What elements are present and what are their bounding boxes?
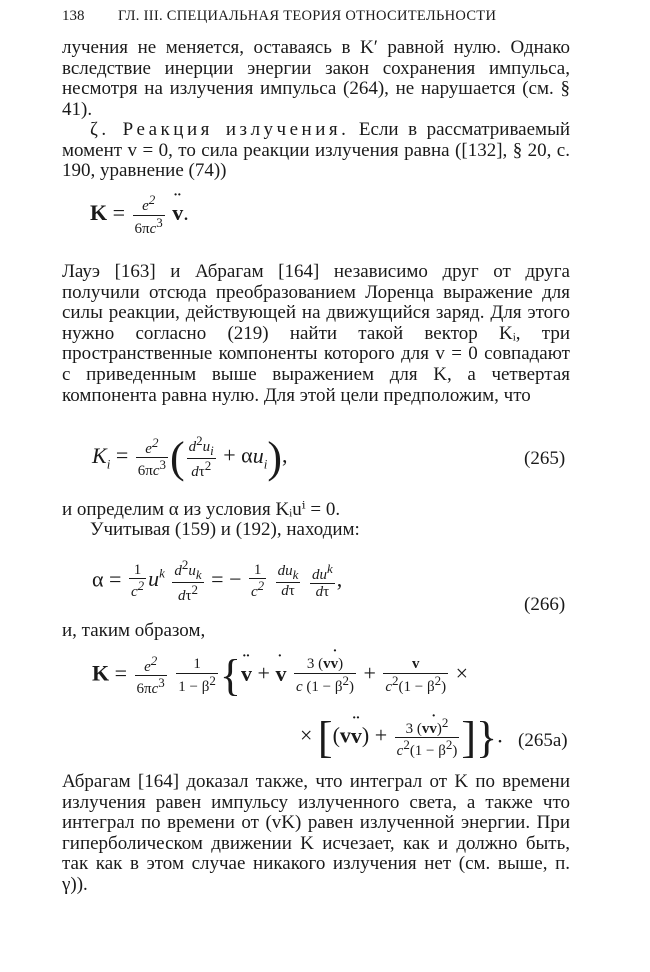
- paragraph-3: Лауэ [163] и Абрагам [164] независимо друг от друга получили отсюда преобразованием Лоренца выражение для силы реакции, действующей на движущийся заряд. Для этого нужно согласно (219) найти такой вектор Kᵢ, три пространственные компоненты которого для v = 0 совпадают с приведенным выше выражением для K, а четвертая компонента равна нулю. Для этой цели предположим, что: [62, 261, 570, 406]
- running-title: ГЛ. III. СПЕЦИАЛЬНАЯ ТЕОРИЯ ОТНОСИТЕЛЬНОСТИ: [118, 8, 497, 24]
- equation-reaction-force: K = $\frac{e^2}{6\pi c^3}$ ·· v.: [90, 193, 189, 237]
- paragraph-2-body: Если в рассматриваемый момент v = 0, то сила реакции излучения равна ([132], § 20, с. 190, уравнение (74)): [62, 119, 571, 182]
- equation-number-265a: (265a): [518, 730, 568, 751]
- equation-number-265: (265): [524, 448, 566, 469]
- equation-number-266: (266): [524, 594, 566, 615]
- equation-265a-line2: × [(v·· v) + $\frac{3 (v\cdot v)^2}{c^2(1 - \beta^2)}$ ]}.: [300, 712, 503, 763]
- equation-266: α = $\frac{1}{c^2}$ $u^k$ $\frac{d^2u_k}{d\tau^2}$ = − $\frac{1}{c^2}$ $\frac{du_k}{d\tau}$ $\frac{du^k}{d\tau}$ ,: [92, 557, 343, 605]
- paragraph-1: лучения не меняется, оставаясь в K′ равной нулю. Однако вследствие инерции энергии закон сохранения импульса, несмотря на излучения импульса (264), не нарушается (см. § 41).: [62, 37, 570, 120]
- paragraph-2: [62, 120, 570, 182]
- paragraph-7: Абрагам [164] доказал также, что интеграл от K по времени излучения равен импульсу излученного света, а также что интеграл по времени от (vK) равен излученной энергии. При гиперболическом движении K исчезает, как и должно быть, так как в этом случае никакого излучения нет (см. выше, п. γ)).: [62, 771, 570, 895]
- paragraph-6: и, таким образом,: [62, 620, 206, 641]
- equation-265a-line1: K = $\frac{e^2}{6\pi c^3}$ $\frac{1}{1 - \beta^2}$ {·· v + · v $\frac{3 (v\cdot v)}{c (1 - \beta^2)}$ + $\frac{v}{c^2(1 - \beta^2)}$ ×: [92, 650, 468, 701]
- paragraph-5: Учитывая (159) и (192), находим:: [90, 519, 360, 540]
- page-number: 138: [62, 8, 85, 24]
- equation-265: $K_i$ = $\frac{e^2}{6\pi c^3}$ ( $\frac{d^2u_i}{d\tau^2}$ + $\alpha u_i$),: [92, 433, 288, 482]
- section-heading: ζ. Реакция излучения.: [90, 119, 350, 140]
- paragraph-4: и определим α из условия Kᵢuⁱ = 0.: [62, 499, 341, 520]
